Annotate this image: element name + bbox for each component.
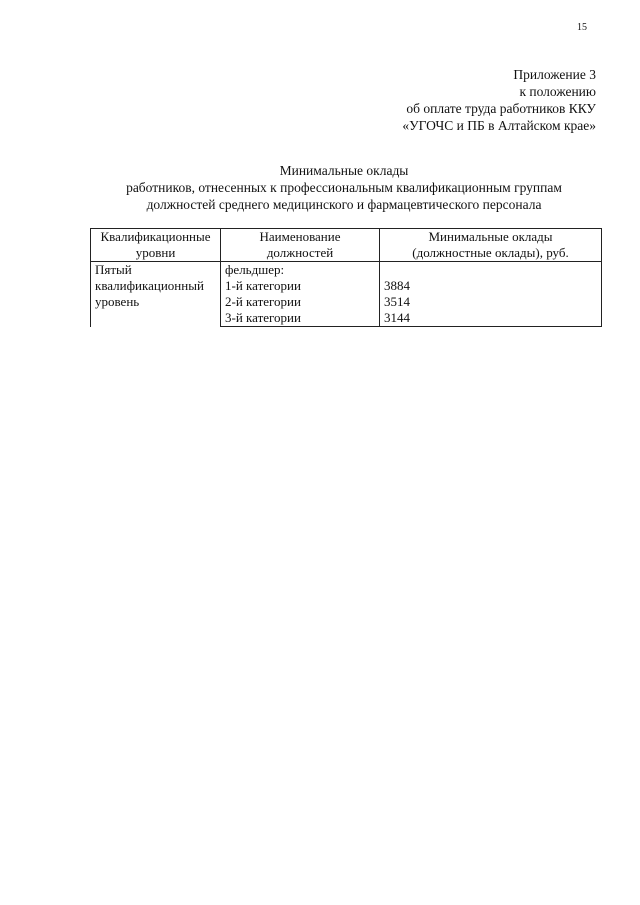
header-text: (должностные оклады), руб.	[412, 245, 569, 260]
header-position-names	[221, 229, 380, 262]
appendix-line: «УГОЧС и ПБ в Алтайском крае»	[402, 118, 596, 133]
appendix-line: об оплате труда работников ККУ	[406, 101, 596, 116]
appendix-line: к положению	[519, 84, 596, 99]
heading-line: работников, отнесенных к профессиональным квалификационным группам	[126, 180, 562, 195]
heading-title: Минимальные оклады	[279, 163, 409, 178]
header-minimum-salaries	[380, 229, 602, 262]
header-qualification-levels	[91, 229, 221, 262]
header-text: уровни	[135, 245, 176, 260]
appendix-caption	[402, 66, 596, 134]
position-title-cell: фельдшер:	[221, 262, 380, 279]
document-heading	[0, 162, 640, 213]
category-cell: 1-й категории	[221, 278, 380, 294]
appendix-line: Приложение 3	[513, 67, 596, 82]
table-row	[91, 262, 602, 279]
header-text: должностей	[266, 245, 334, 260]
qualification-level-cell	[91, 262, 221, 327]
salary-cell: 3144	[380, 310, 602, 327]
header-text: Минимальные оклады	[428, 229, 553, 244]
salary-cell: 3884	[380, 278, 602, 294]
category-cell: 2-й категории	[221, 294, 380, 310]
level-text: уровень	[95, 294, 140, 309]
salary-cell: 3514	[380, 294, 602, 310]
salary-cell	[380, 262, 602, 279]
heading-line: должностей среднего медицинского и фармацевтического персонала	[146, 197, 542, 212]
level-text: Пятый	[95, 262, 132, 277]
header-text: Квалификационные	[100, 229, 211, 244]
category-cell: 3-й категории	[221, 310, 380, 327]
header-text: Наименование	[259, 229, 341, 244]
table-header-row	[91, 229, 602, 262]
page-number: 15	[577, 22, 587, 33]
level-text: квалификационный	[95, 278, 204, 293]
salary-table	[90, 228, 602, 327]
